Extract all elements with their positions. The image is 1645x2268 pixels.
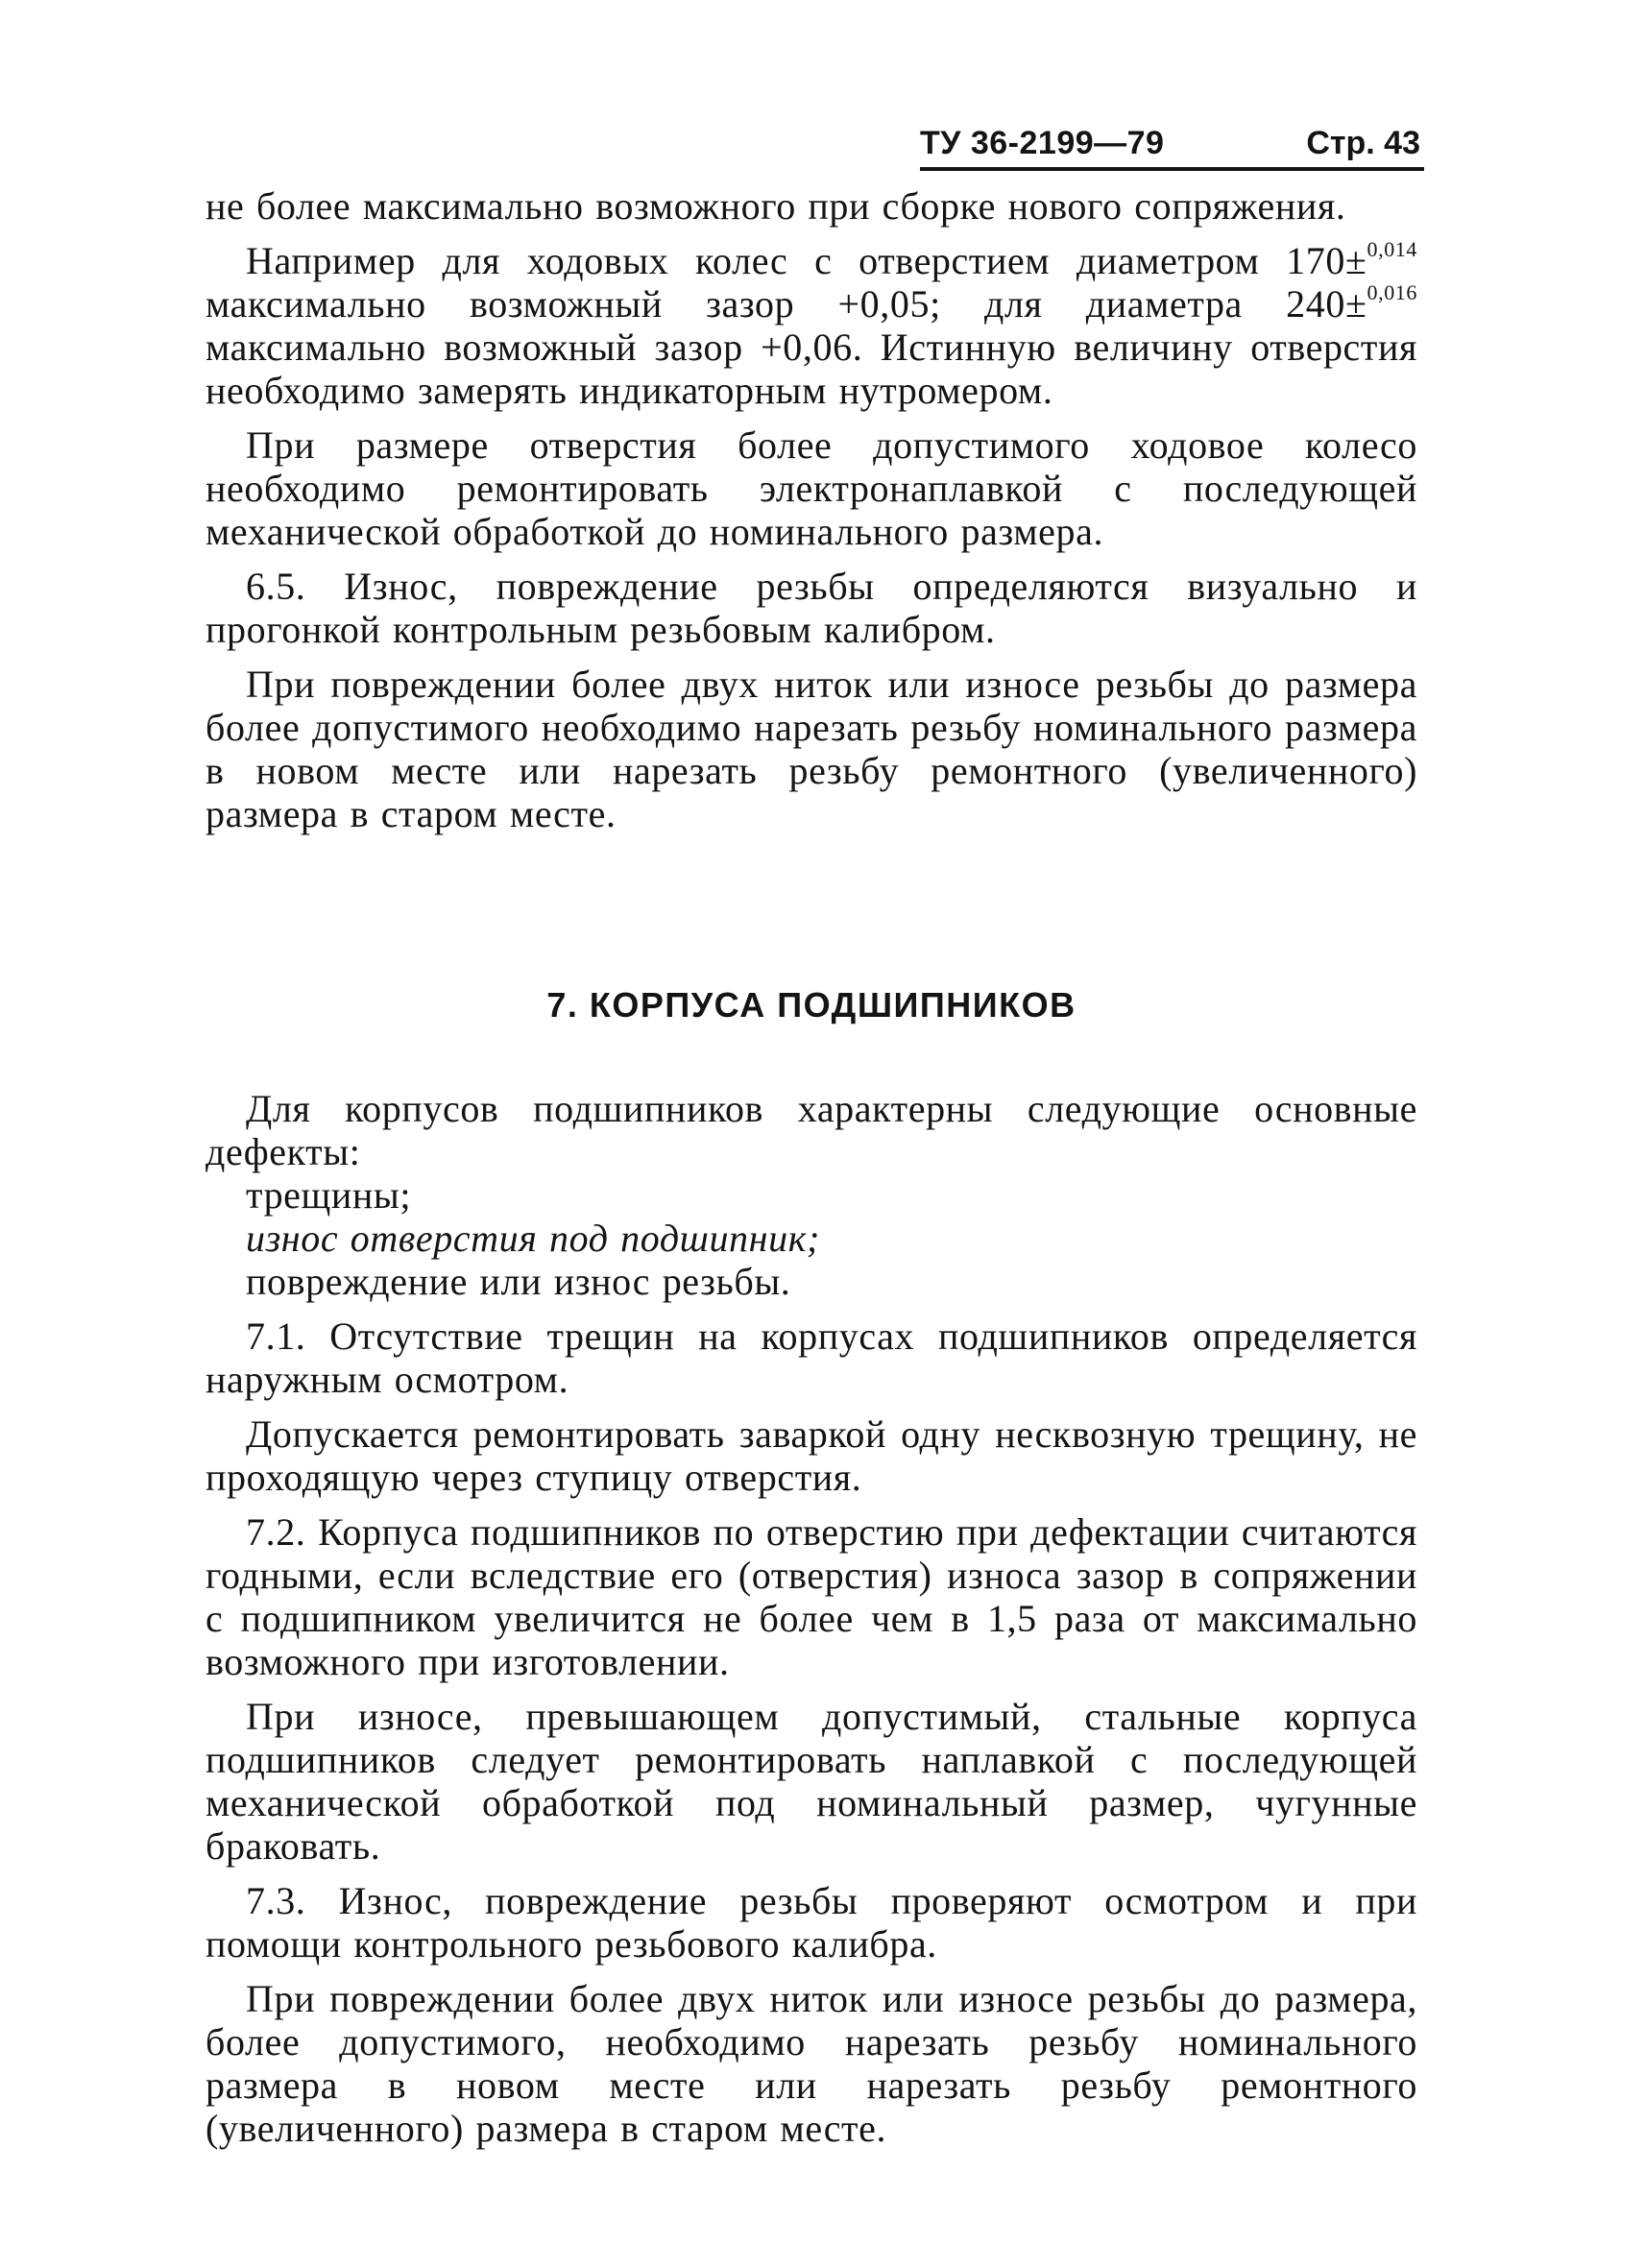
paragraph-crack-welding: Допускается ремонтировать заваркой одну несквозную трещину, не проходящую через ступицу отверстия.	[206, 1412, 1417, 1499]
paragraph-thread-repair-housing: При повреждении более двух ниток или износе резьбы до размера, более допустимого, необходимо нарезать резьбу номинального размера в новом месте или нарезать резьбу ремонтного (увеличенного) размера в старом месте.	[206, 1977, 1417, 2150]
paragraph-housing-repair: При износе, превышающем допустимый, стальные корпуса подшипников следует ремонтировать наплавкой с последующей механической обработкой под номинальный размер, чугунные браковать.	[206, 1695, 1417, 1868]
paragraph-continuation: не более максимально возможного при сборке нового сопряжения.	[206, 184, 1346, 228]
tolerance-text-b: максимально возможный зазор +0,05; для диаметра 240±	[206, 282, 1367, 326]
section-7-text	[206, 1087, 1417, 2150]
paragraph-7-3: 7.3. Износ, повреждение резьбы проверяют осмотром и при помощи контрольного резьбового калибра.	[206, 1879, 1417, 1966]
running-header	[920, 119, 1424, 171]
paragraph-thread-repair: При повреждении более двух ниток или износе резьбы до размера более допустимого необходимо нарезать резьбу номинального размера в новом месте или нарезать резьбу ремонтного (увеличенного) размера в старом месте.	[206, 663, 1417, 835]
defect-list-item: износ отверстия под подшипник;	[246, 1217, 820, 1260]
tolerance-superscript-1: 0,014	[1367, 237, 1417, 261]
section-7-heading: 7. КОРПУСА ПОДШИПНИКОВ	[546, 985, 1077, 1025]
defect-list-item: трещины;	[246, 1173, 412, 1217]
paragraph-repair-wheel: При размере отверстия более допустимого ходовое колесо необходимо ремонтировать электронаплавкой с последующей механической обработкой до номинального размера.	[206, 423, 1417, 553]
paragraph-7-1: 7.1. Отсутствие трещин на корпусах подшипников определяется наружным осмотром.	[206, 1315, 1417, 1401]
tolerance-superscript-2: 0,016	[1367, 280, 1417, 304]
tolerance-text-c: максимально возможный зазор +0,06. Истинную величину отверстия необходимо замерять индикаторным нутромером.	[206, 326, 1417, 412]
section-6-text	[206, 184, 1417, 835]
document-code: ТУ 36-2199—79	[920, 125, 1165, 161]
paragraph-example-tolerances	[206, 239, 1417, 412]
paragraph-defects-intro: Для корпусов подшипников характерны следующие основные дефекты:	[206, 1087, 1417, 1173]
page-number: Стр. 43	[1306, 125, 1420, 161]
paragraph-7-2: 7.2. Корпуса подшипников по отверстию при дефектации считаются годными, если вследствие его (отверстия) износа зазор в сопряжении с подшипником увеличится не более чем в 1,5 раза от максимально возможного при изготовлении.	[206, 1510, 1417, 1683]
paragraph-6-5: 6.5. Износ, повреждение резьбы определяются визуально и прогонкой контрольным резьбовым калибром.	[206, 565, 1417, 651]
defect-list-item: повреждение или износ резьбы.	[246, 1260, 791, 1303]
tolerance-text-a: Например для ходовых колес с отверстием диаметром 170±	[246, 239, 1367, 282]
